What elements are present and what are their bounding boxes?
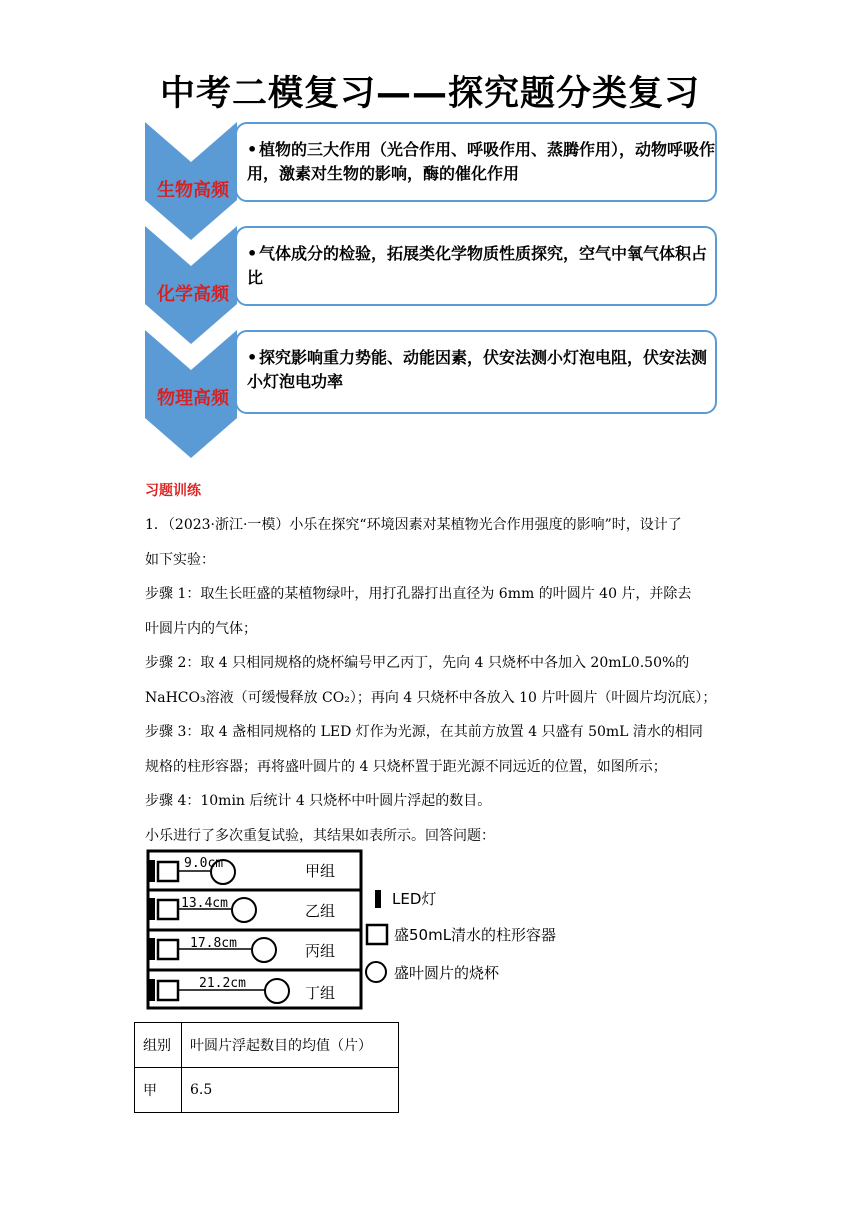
table-header-row	[135, 1023, 399, 1068]
text-line: 叶圆片内的气体；	[145, 620, 257, 637]
text-line: NaHCO₃溶液（可缓慢释放 CO₂）；再向 4 只烧杯中各放入 10 片叶圆片（叶圆片均沉底）；	[145, 689, 717, 706]
text-line: 小乐进行了多次重复试验，其结果如表所示。回答问题：	[145, 827, 495, 844]
led-lamp-icon	[149, 898, 155, 920]
question-text	[145, 508, 725, 853]
diagram-row	[149, 936, 335, 962]
group-label: 甲组	[305, 862, 336, 880]
banner-biology	[145, 122, 720, 240]
banner-card	[235, 330, 717, 414]
banner-text: 探究影响重力势能、动能因素，伏安法测小灯泡电阻，伏安法测小灯泡电功率	[247, 348, 708, 391]
banner-chemistry	[145, 226, 720, 344]
bullet-icon: •	[247, 244, 258, 263]
group-label: 丁组	[305, 984, 336, 1002]
table-header-cell: 叶圆片浮起数目的均值（片）	[182, 1023, 399, 1068]
page-title: 中考二模复习——探究题分类复习	[159, 74, 700, 114]
distance-label: 9.0cm	[184, 856, 224, 871]
group-label: 丙组	[305, 942, 336, 960]
bullet-icon: •	[247, 140, 258, 159]
table-header-cell: 组别	[135, 1023, 182, 1068]
distance-label: 21.2cm	[199, 976, 246, 991]
text-line: 如下实验：	[145, 551, 215, 568]
text-line: 步骤 4：10min 后统计 4 只烧杯中叶圆片浮起的数目。	[145, 793, 492, 809]
bullet-icon: •	[247, 348, 258, 367]
distance-label: 13.4cm	[181, 896, 228, 911]
banner-label: 生物高频	[157, 180, 229, 201]
led-lamp-icon	[149, 979, 155, 1001]
text-line: 步骤 2：取 4 只相同规格的烧杯编号甲乙丙丁，先向 4 只烧杯中各加入 20mL0.50%的	[145, 655, 690, 671]
results-table	[134, 1022, 399, 1113]
water-container-icon	[158, 900, 178, 919]
beaker-icon	[232, 898, 256, 922]
led-lamp-icon	[149, 938, 155, 960]
diagram-row	[149, 896, 335, 922]
beaker-icon	[265, 979, 289, 1003]
legend-label: 盛50mL清水的柱形容器	[394, 926, 557, 944]
diagram-legend	[366, 890, 556, 982]
beaker-icon	[366, 962, 386, 982]
banner-text: 植物的三大作用（光合作用、呼吸作用、蒸腾作用），动物呼吸作用，激素对生物的影响，酶的催化作用	[247, 140, 716, 183]
section-title: 习题训练	[145, 483, 201, 499]
legend-label: LED灯	[392, 890, 437, 908]
banner-card	[235, 226, 717, 306]
led-lamp-icon	[375, 890, 381, 908]
legend-label: 盛叶圆片的烧杯	[394, 964, 500, 982]
text-line: 步骤 3：取 4 盏相同规格的 LED 灯作为光源，在其前方放置 4 只盛有 50mL 清水的相同	[145, 724, 703, 740]
banner-label: 化学高频	[157, 284, 229, 305]
water-container-icon	[158, 981, 178, 1000]
diagram-row	[149, 976, 335, 1003]
group-label: 乙组	[305, 902, 336, 920]
banner-label: 物理高频	[157, 388, 229, 409]
table-row	[135, 1068, 399, 1113]
diagram-row	[149, 856, 335, 884]
text-line: 步骤 1：取生长旺盛的某植物绿叶，用打孔器打出直径为 6mm 的叶圆片 40 片，并除去	[145, 586, 692, 602]
experiment-diagram	[145, 848, 565, 1013]
water-container-icon	[367, 925, 387, 944]
water-container-icon	[158, 862, 178, 881]
beaker-icon	[252, 938, 276, 962]
banner-card	[235, 122, 717, 202]
banner-physics	[145, 330, 720, 460]
led-lamp-icon	[149, 860, 155, 882]
text-line: 规格的柱形容器；再将盛叶圆片的 4 只烧杯置于距光源不同远近的位置，如图所示；	[145, 758, 667, 775]
table-cell: 甲	[135, 1068, 182, 1113]
table-cell: 6.5	[182, 1068, 399, 1113]
text-line: 1．（2023·浙江·一模）小乐在探究“环境因素对某植物光合作用强度的影响”时，设计了	[145, 517, 682, 533]
banner-text: 气体成分的检验，拓展类化学物质性质探究，空气中氧气体积占比	[247, 244, 708, 287]
water-container-icon	[158, 940, 178, 959]
distance-label: 17.8cm	[190, 936, 237, 951]
